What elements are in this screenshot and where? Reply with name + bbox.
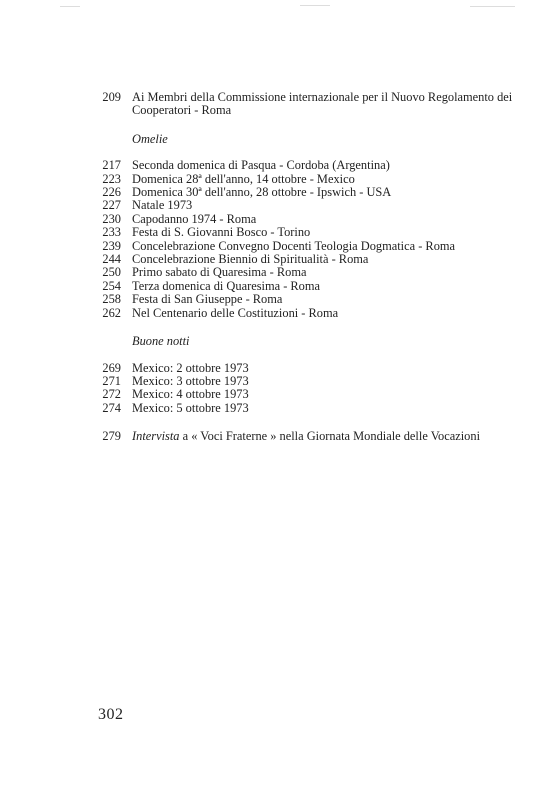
scan-speck: [60, 6, 80, 7]
toc-entry: [100, 173, 540, 186]
toc-entry: [100, 159, 540, 172]
toc-entry: [100, 199, 540, 212]
toc-entry: [100, 91, 540, 118]
entry-page-number: 209: [102, 90, 121, 104]
entry-page-number: 239: [102, 238, 121, 253]
entry-page-number: 233: [102, 225, 121, 240]
entry-title: [132, 430, 540, 443]
entry-title: Mexico: 3 ottobre 1973: [132, 373, 249, 388]
entry-page-number: 250: [102, 265, 121, 280]
entry-page-number: 217: [102, 158, 121, 173]
entry-page-number: 226: [102, 185, 121, 200]
entry-title: Domenica 28ª dell'anno, 14 ottobre - Mexico: [132, 171, 355, 186]
entry-page-number: 258: [102, 292, 121, 307]
table-of-contents: [100, 91, 540, 444]
entry-title: Seconda domenica di Pasqua - Cordoba (Argentina): [132, 158, 390, 173]
toc-entry: [100, 280, 540, 293]
toc-entry: [100, 293, 540, 306]
entry-page-number: 274: [102, 400, 121, 415]
toc-entry: [100, 266, 540, 279]
entry-title: Festa di S. Giovanni Bosco - Torino: [132, 225, 311, 240]
entry-page-number: 271: [102, 373, 121, 388]
toc-entry: [100, 375, 540, 388]
entry-title: Natale 1973: [132, 198, 193, 213]
toc-entry: [100, 362, 540, 375]
entry-title: Concelebrazione Convegno Docenti Teologia Dogmatica - Roma: [132, 238, 456, 253]
section-heading-omelie: Omelie: [132, 131, 168, 146]
entry-title: Mexico: 5 ottobre 1973: [132, 400, 249, 415]
entry-title: Ai Membri della Commissione internazionale per il Nuovo Regolamento dei Cooperatori - Roma: [132, 90, 513, 118]
toc-entry: [100, 388, 540, 401]
toc-entry: [100, 430, 540, 443]
entry-title: Nel Centenario delle Costituzioni - Roma: [132, 305, 339, 320]
entry-page-number: 230: [102, 211, 121, 226]
entry-title: Festa di San Giuseppe - Roma: [132, 292, 283, 307]
entry-title: Mexico: 2 ottobre 1973: [132, 360, 249, 375]
scan-speck: [300, 5, 330, 6]
entry-title-rest: a « Voci Fraterne » nella Giornata Mondiale delle Vocazioni: [182, 429, 481, 444]
toc-entry: [100, 307, 540, 320]
entry-title-italic: Intervista: [132, 429, 180, 444]
entry-page-number: 262: [102, 305, 121, 320]
toc-entry: [100, 240, 540, 253]
toc-entry: [100, 253, 540, 266]
section-heading-buone-notti: Buone notti: [132, 334, 190, 349]
entry-title: Mexico: 4 ottobre 1973: [132, 387, 249, 402]
toc-entry: [100, 213, 540, 226]
entry-page-number: 279: [102, 429, 121, 444]
toc-entry: [100, 402, 540, 415]
entry-title: Concelebrazione Biennio di Spiritualità - Roma: [132, 252, 369, 267]
entry-page-number: 272: [102, 387, 121, 402]
entry-page-number: 269: [102, 360, 121, 375]
entry-title: Domenica 30ª dell'anno, 28 ottobre - Ipswich - USA: [132, 185, 392, 200]
scan-speck: [470, 6, 515, 7]
entry-title: Primo sabato di Quaresima - Roma: [132, 265, 307, 280]
entry-page-number: 223: [102, 171, 121, 186]
entry-page-number: 227: [102, 198, 121, 213]
page-number: 302: [98, 706, 124, 723]
toc-entry: [100, 226, 540, 239]
entry-page-number: 244: [102, 252, 121, 267]
entry-page-number: 254: [102, 278, 121, 293]
toc-entry: [100, 186, 540, 199]
entry-title: Terza domenica di Quaresima - Roma: [132, 278, 321, 293]
entry-title: Capodanno 1974 - Roma: [132, 211, 257, 226]
